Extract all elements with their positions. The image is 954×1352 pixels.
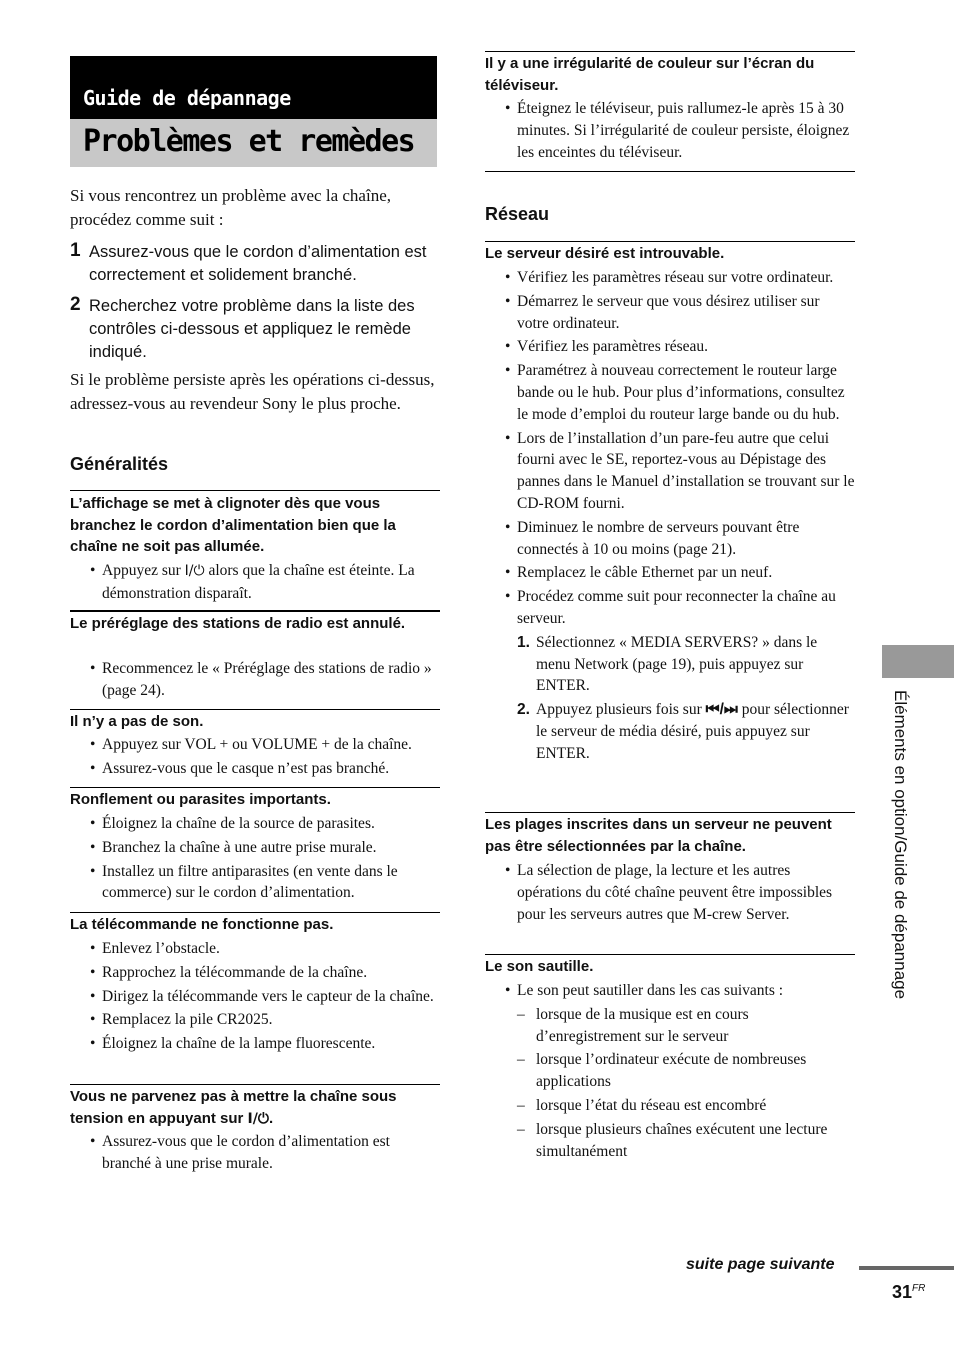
section-category: Guide de dépannage xyxy=(83,86,291,110)
divider xyxy=(70,912,440,913)
remedy-list xyxy=(485,980,855,1164)
power-icon: I/⏻ xyxy=(184,563,205,579)
divider xyxy=(485,241,855,242)
list-item: – lorsque l’état du réseau est encombré xyxy=(485,1095,855,1117)
step-2-number: 2 xyxy=(70,294,81,315)
remedy-list xyxy=(70,1131,440,1177)
list-item: – lorsque l’ordinateur exécute de nombreuses applications xyxy=(485,1049,855,1093)
list-item: • Remplacez le câble Ethernet par un neuf. xyxy=(485,562,855,584)
list-item: • Éloignez la chaîne de la lampe fluorescente. xyxy=(70,1033,440,1055)
remedy-list xyxy=(70,938,440,1057)
language-code: FR xyxy=(912,1283,926,1294)
problem-color-irregularity: Il y a une irrégularité de couleur sur l’écran du téléviseur. xyxy=(485,55,815,94)
list-item: • Appuyez sur I/⏻ alors que la chaîne est éteinte. La démonstration disparaît. xyxy=(70,560,440,605)
problem-hum-noise: Ronflement ou parasites importants. xyxy=(70,791,331,808)
list-item: • Installez un filtre antiparasites (en vente dans le commerce) sur le cordon d’alimentation. xyxy=(70,861,440,905)
step-2-text: Recherchez votre problème dans la liste des contrôles ci-dessous et appliquez le remède indiqué. xyxy=(89,297,415,361)
list-item: • Recommencez le « Préréglage des stations de radio » (page 24). xyxy=(70,658,440,702)
list-item: • Assurez-vous que le casque n’est pas branché. xyxy=(70,758,440,780)
list-item: – lorsque plusieurs chaînes exécutent une lecture simultanément xyxy=(485,1119,855,1163)
divider xyxy=(70,787,440,788)
remedy-list xyxy=(485,267,855,767)
divider xyxy=(70,1084,440,1085)
numbered-step: 2. Appuyez plusieurs fois sur ⏮/⏭ pour sélectionner le serveur de média désiré, puis appuyez sur ENTER. xyxy=(517,701,849,762)
list-item: • La sélection de plage, la lecture et les autres opérations du côté chaîne peuvent être impossibles pour les serveurs autres que M-crew Server. xyxy=(485,860,855,925)
section-reseau-heading: Réseau xyxy=(485,204,550,224)
list-item: • Enlevez l’obstacle. xyxy=(70,938,440,960)
continued-rule xyxy=(859,1266,954,1270)
chapter-side-label: Éléments en option/Guide de dépannage xyxy=(891,690,910,1000)
step-1-text: Assurez-vous que le cordon d’alimentation est correctement et solidement branché. xyxy=(89,243,427,284)
remedy-list xyxy=(70,658,440,704)
list-item: • Vérifiez les paramètres réseau sur votre ordinateur. xyxy=(485,267,855,289)
divider xyxy=(70,490,440,491)
problem-power-on: Vous ne parvenez pas à mettre la chaîne sous tension en appuyant sur I/⏻. xyxy=(70,1088,397,1127)
page-title: Problèmes et remèdes xyxy=(83,124,415,159)
step-1 xyxy=(70,241,442,287)
divider xyxy=(70,610,440,612)
list-item: • Diminuez le nombre de serveurs pouvant être connectés à 10 ou moins (page 21). xyxy=(485,517,855,561)
problem-sound-skips: Le son sautille. xyxy=(485,958,594,975)
prev-next-icon: ⏮/⏭ xyxy=(705,701,738,719)
list-item: • Démarrez le serveur que vous désirez utiliser sur votre ordinateur. xyxy=(485,291,855,335)
list-item: • Lors de l’installation d’un pare-feu autre que celui fourni avec le SE, reportez-vous au Dépistage des pannes dans le Manuel d’installation se trouvant sur le CD-ROM fourni. xyxy=(485,428,855,515)
continued-note: suite page suivante xyxy=(686,1256,835,1273)
intro-outro: Si le problème persiste après les opérations ci-dessus, adressez-vous au revendeur Sony le plus proche. xyxy=(70,370,435,413)
problem-remote: La télécommande ne fonctionne pas. xyxy=(70,916,334,933)
remedy-list xyxy=(70,560,440,607)
intro-text: Si vous rencontrez un problème avec la chaîne, procédez comme suit : xyxy=(70,186,391,229)
numbered-step: 1. Sélectionnez « MEDIA SERVERS? » dans le menu Network (page 19), puis appuyez sur ENTER. xyxy=(517,633,818,695)
divider xyxy=(485,954,855,955)
problem-server-not-found: Le serveur désiré est introuvable. xyxy=(485,245,725,262)
list-item: • Le son peut sautiller dans les cas suivants : xyxy=(485,980,855,1002)
problem-no-sound: Il n’y a pas de son. xyxy=(70,713,204,730)
problem-display-blinking: L’affichage se met à clignoter dès que vous branchez le cordon d’alimentation bien que la chaîne ne soit pas allumée. xyxy=(70,495,396,555)
divider xyxy=(70,709,440,710)
list-item: • Dirigez la télécommande vers le capteur de la chaîne. xyxy=(70,986,440,1008)
list-item: • Paramétrez à nouveau correctement le routeur large bande ou le hub. Pour plus d’informations, consultez le mode d’emploi du routeur large bande ou du hub. xyxy=(485,360,855,425)
list-item: • Éloignez la chaîne de la source de parasites. xyxy=(70,813,440,835)
chapter-tab-marker xyxy=(882,645,954,678)
list-item: • Branchez la chaîne à une autre prise murale. xyxy=(70,837,440,859)
remedy-list xyxy=(70,734,440,782)
divider xyxy=(485,812,855,813)
page-number: $31^{FR}$ xyxy=(892,1282,926,1302)
problem-radio-preset: Le préréglage des stations de radio est annulé. xyxy=(70,615,406,632)
remedy-list xyxy=(70,813,440,906)
list-item: • Assurez-vous que le cordon d’alimentation est branché à une prise murale. xyxy=(70,1131,440,1175)
divider xyxy=(485,171,855,172)
list-item: • Procédez comme suit pour reconnecter la chaîne au serveur. xyxy=(485,586,855,630)
list-item: • Remplacez la pile CR2025. xyxy=(70,1009,440,1031)
remedy-list xyxy=(485,860,855,927)
problem-tracks-not-selectable: Les plages inscrites dans un serveur ne peuvent pas être sélectionnées par la chaîne. xyxy=(485,816,832,855)
list-item: • Appuyez sur VOL + ou VOLUME + de la chaîne. xyxy=(70,734,440,756)
power-icon: I/⏻ xyxy=(247,1110,269,1127)
page-title-banner xyxy=(70,119,437,167)
list-item: – lorsque de la musique est en cours d’enregistrement sur le serveur xyxy=(485,1004,855,1048)
section-generalites-heading: Généralités xyxy=(70,454,169,474)
step-1-number: 1 xyxy=(70,240,81,261)
section-category-banner xyxy=(70,56,437,119)
divider xyxy=(485,51,855,52)
remedy-list xyxy=(485,98,855,165)
list-item: • Éteignez le téléviseur, puis rallumez-le après 15 à 30 minutes. Si l’irrégularité de couleur persiste, éloignez les enceintes du téléviseur. xyxy=(485,98,855,163)
step-2 xyxy=(70,295,442,364)
list-item: • Vérifiez les paramètres réseau. xyxy=(485,336,855,358)
list-item: • Rapprochez la télécommande de la chaîne. xyxy=(70,962,440,984)
